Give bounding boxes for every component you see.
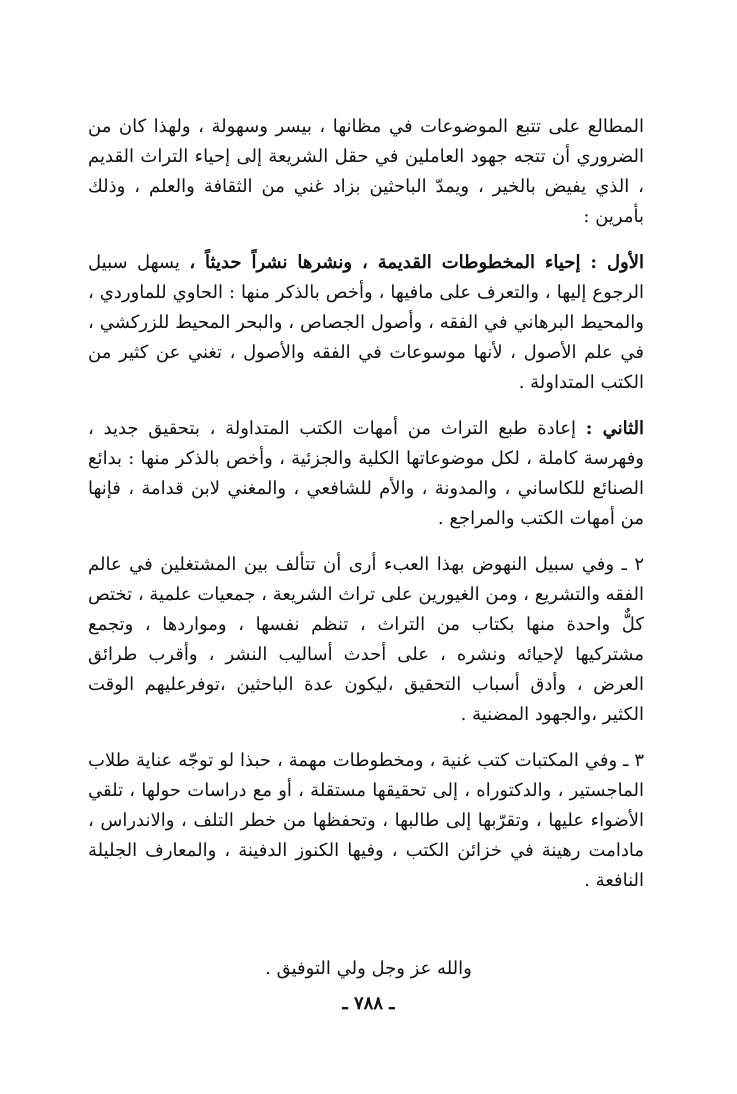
- intro-paragraph: المطالع على تتبع الموضوعات في مظانها ، بيسر وسهولة ، ولهذا كان من الضروري أن تتجه جهود العاملين في حقل الشريعة إلى إحياء التراث القديم ، الذي يفيض بالخير ، ويمدّ الباحثين بزاد غني من الثقافة والعلم ، وذلك بأمرين :: [88, 116, 644, 227]
- first-point-heading: الأول : إحياء المخطوطات القديمة ، ونشرها نشراً حديثاً ،: [189, 252, 644, 273]
- point-three-paragraph: ٣ ـ وفي المكتبات كتب غنية ، ومخطوطات مهمة ، حبذا لو توجّه عناية طلاب الماجستير ، والدكتوراه ، إلى تحقيقها مستقلة ، أو مع دراسات حولها ، تلقي الأضواء عليها ، وتقرّبها إلى طالبها ، وتحفظها من خطر التلف ، والاندراس ، مادامت رهينة في خزائن الكتب ، وفيها الكنوز الدفينة ، والمعارف الجليلة النافعة .: [88, 750, 644, 891]
- paragraph-gap: [88, 730, 644, 746]
- paragraph-gap: [88, 232, 644, 248]
- second-point-text: إعادة طبع التراث من أمهات الكتب المتداولة ، بتحقيق جديد ، وفهرسة كاملة ، لكل موضوعاتها الكلية والجزئية ، وأخص بالذكر منها : بدائع الصنائع للكاساني ، والمدونة ، والأم للشافعي ، والمغني لابن قدامة ، فإنها من أمهات الكتب والمراجع .: [88, 418, 644, 529]
- closing-line: والله عز وجل ولي التوفيق .: [265, 958, 472, 979]
- second-point-heading: الثاني :: [585, 418, 644, 439]
- point-two-paragraph: ٢ ـ وفي سبيل النهوض بهذا العبء أرى أن تتألف بين المشتغلين في عالم الفقه والتشريع ، ومن الغيورين على تراث الشريعة ، جمعيات علمية ، تختص كلٌّ واحدة منها بكتاب من التراث ، تنظم نفسها ، ومواردها ، وتجمع مشتركيها لإحيائه ونشره ، على أحدث أساليب النشر ، وأقرب طرائق العرض ، وأدق أسباب التحقيق ،ليكون عدة الباحثين ،توفرعليهم الوقت الكثير ،والجهود المضنية .: [88, 554, 644, 725]
- page-number: ـ ٧٨٨ ـ: [342, 993, 395, 1014]
- body-text: [88, 112, 644, 896]
- first-point-text: يسهل سبيل الرجوع إليها ، والتعرف على مافيها ، وأخص بالذكر منها : الحاوي للماوردي ، والمحيط البرهاني في الفقه ، وأصول الجصاص ، والبحر المحيط للزركشي ، في علم الأصول ، لأنها موسوعات في الفقه والأصول ، تغني عن كثير من الكتب المتداولة .: [88, 252, 644, 393]
- second-point-paragraph: [88, 414, 644, 534]
- paragraph-gap: [88, 398, 644, 414]
- first-point-paragraph: [88, 248, 644, 398]
- paragraph-gap: [88, 534, 644, 550]
